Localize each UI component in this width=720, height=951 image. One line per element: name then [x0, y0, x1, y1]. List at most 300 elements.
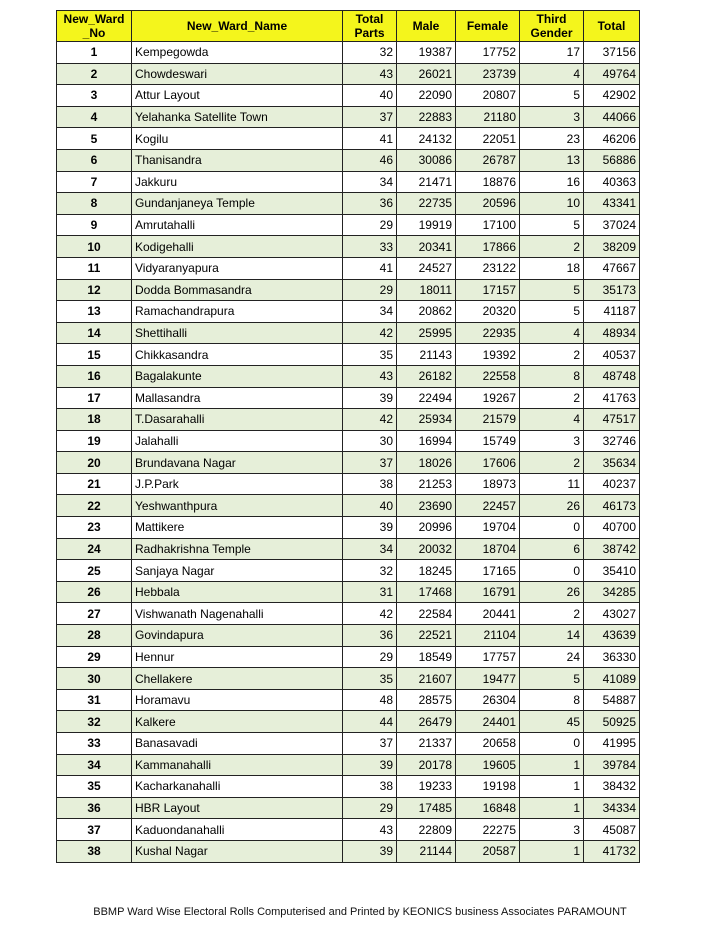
- table-row: [57, 409, 640, 431]
- cell-total-parts: 41: [343, 257, 397, 279]
- cell-total-parts: 32: [343, 42, 397, 64]
- cell-male: 21471: [397, 171, 456, 193]
- cell-total: 40363: [584, 171, 640, 193]
- cell-ward-no: 11: [57, 257, 132, 279]
- cell-ward-name: Chellakere: [132, 668, 343, 690]
- cell-total: 43639: [584, 625, 640, 647]
- cell-male: 18549: [397, 646, 456, 668]
- cell-ward-no: 29: [57, 646, 132, 668]
- table-row: [57, 301, 640, 323]
- table-row: [57, 754, 640, 776]
- cell-ward-name: Hennur: [132, 646, 343, 668]
- cell-ward-no: 28: [57, 625, 132, 647]
- cell-total: 41763: [584, 387, 640, 409]
- cell-third-gender: 6: [520, 538, 584, 560]
- cell-third-gender: 3: [520, 430, 584, 452]
- table-row: [57, 279, 640, 301]
- cell-total: 35410: [584, 560, 640, 582]
- cell-third-gender: 0: [520, 517, 584, 539]
- table-row: [57, 322, 640, 344]
- cell-total-parts: 37: [343, 452, 397, 474]
- cell-ward-name: Kogilu: [132, 128, 343, 150]
- cell-ward-name: Banasavadi: [132, 733, 343, 755]
- cell-female: 18876: [456, 171, 520, 193]
- cell-ward-no: 31: [57, 689, 132, 711]
- cell-third-gender: 1: [520, 754, 584, 776]
- table-row: [57, 149, 640, 171]
- cell-female: 26304: [456, 689, 520, 711]
- cell-total-parts: 43: [343, 365, 397, 387]
- cell-male: 18011: [397, 279, 456, 301]
- table-row: [57, 387, 640, 409]
- cell-third-gender: 8: [520, 689, 584, 711]
- cell-total-parts: 36: [343, 193, 397, 215]
- cell-ward-name: Sanjaya Nagar: [132, 560, 343, 582]
- cell-total: 34285: [584, 581, 640, 603]
- table-row: [57, 819, 640, 841]
- cell-third-gender: 0: [520, 560, 584, 582]
- cell-total-parts: 36: [343, 625, 397, 647]
- cell-male: 22809: [397, 819, 456, 841]
- cell-male: 21144: [397, 840, 456, 862]
- cell-total: 41732: [584, 840, 640, 862]
- cell-ward-name: Vidyaranyapura: [132, 257, 343, 279]
- cell-ward-no: 8: [57, 193, 132, 215]
- cell-ward-name: Dodda Bommasandra: [132, 279, 343, 301]
- cell-ward-name: Mallasandra: [132, 387, 343, 409]
- cell-total: 45087: [584, 819, 640, 841]
- cell-ward-name: Chikkasandra: [132, 344, 343, 366]
- cell-total-parts: 38: [343, 776, 397, 798]
- table-row: [57, 625, 640, 647]
- cell-total: 48748: [584, 365, 640, 387]
- cell-male: 22735: [397, 193, 456, 215]
- cell-ward-name: Bagalakunte: [132, 365, 343, 387]
- cell-male: 20862: [397, 301, 456, 323]
- cell-female: 16848: [456, 797, 520, 819]
- cell-ward-no: 32: [57, 711, 132, 733]
- cell-ward-no: 36: [57, 797, 132, 819]
- cell-total: 41995: [584, 733, 640, 755]
- cell-female: 18704: [456, 538, 520, 560]
- cell-female: 17752: [456, 42, 520, 64]
- cell-total-parts: 43: [343, 819, 397, 841]
- cell-male: 28575: [397, 689, 456, 711]
- cell-ward-no: 13: [57, 301, 132, 323]
- cell-total-parts: 30: [343, 430, 397, 452]
- ward-table: [56, 10, 640, 863]
- cell-male: 18026: [397, 452, 456, 474]
- cell-third-gender: 3: [520, 106, 584, 128]
- cell-ward-name: Kacharkanahalli: [132, 776, 343, 798]
- cell-total: 35173: [584, 279, 640, 301]
- cell-female: 15749: [456, 430, 520, 452]
- cell-ward-no: 15: [57, 344, 132, 366]
- cell-ward-no: 18: [57, 409, 132, 431]
- cell-total: 54887: [584, 689, 640, 711]
- cell-female: 19392: [456, 344, 520, 366]
- table-row: [57, 581, 640, 603]
- cell-total-parts: 41: [343, 128, 397, 150]
- cell-female: 21180: [456, 106, 520, 128]
- cell-female: 19477: [456, 668, 520, 690]
- header-male: Male: [397, 11, 456, 42]
- cell-total: 41187: [584, 301, 640, 323]
- cell-total-parts: 40: [343, 495, 397, 517]
- cell-total-parts: 29: [343, 797, 397, 819]
- cell-total-parts: 35: [343, 668, 397, 690]
- cell-female: 22275: [456, 819, 520, 841]
- cell-third-gender: 24: [520, 646, 584, 668]
- table-row: [57, 560, 640, 582]
- cell-total: 46206: [584, 128, 640, 150]
- cell-ward-name: Kammanahalli: [132, 754, 343, 776]
- table-row: [57, 711, 640, 733]
- cell-third-gender: 5: [520, 85, 584, 107]
- cell-third-gender: 0: [520, 733, 584, 755]
- cell-ward-name: Jakkuru: [132, 171, 343, 193]
- cell-male: 21607: [397, 668, 456, 690]
- cell-female: 17100: [456, 214, 520, 236]
- cell-third-gender: 18: [520, 257, 584, 279]
- cell-total: 42902: [584, 85, 640, 107]
- cell-third-gender: 13: [520, 149, 584, 171]
- cell-total-parts: 46: [343, 149, 397, 171]
- cell-male: 20032: [397, 538, 456, 560]
- cell-total-parts: 40: [343, 85, 397, 107]
- cell-female: 24401: [456, 711, 520, 733]
- table-row: [57, 733, 640, 755]
- cell-ward-no: 21: [57, 473, 132, 495]
- table-row: [57, 63, 640, 85]
- cell-third-gender: 8: [520, 365, 584, 387]
- cell-ward-name: Yeshwanthpura: [132, 495, 343, 517]
- cell-female: 17866: [456, 236, 520, 258]
- cell-male: 22521: [397, 625, 456, 647]
- cell-total: 44066: [584, 106, 640, 128]
- cell-third-gender: 26: [520, 581, 584, 603]
- cell-ward-name: Thanisandra: [132, 149, 343, 171]
- table-row: [57, 171, 640, 193]
- cell-ward-name: Kaduondanahalli: [132, 819, 343, 841]
- cell-ward-name: Kempegowda: [132, 42, 343, 64]
- cell-third-gender: 23: [520, 128, 584, 150]
- cell-male: 30086: [397, 149, 456, 171]
- cell-female: 26787: [456, 149, 520, 171]
- table-row: [57, 473, 640, 495]
- cell-male: 18245: [397, 560, 456, 582]
- cell-total-parts: 42: [343, 603, 397, 625]
- cell-ward-name: Amrutahalli: [132, 214, 343, 236]
- cell-ward-no: 10: [57, 236, 132, 258]
- cell-third-gender: 2: [520, 344, 584, 366]
- cell-total: 50925: [584, 711, 640, 733]
- cell-female: 22935: [456, 322, 520, 344]
- cell-third-gender: 5: [520, 668, 584, 690]
- cell-male: 16994: [397, 430, 456, 452]
- cell-total: 35634: [584, 452, 640, 474]
- cell-total: 43341: [584, 193, 640, 215]
- cell-female: 18973: [456, 473, 520, 495]
- cell-total: 46173: [584, 495, 640, 517]
- cell-male: 19387: [397, 42, 456, 64]
- cell-total-parts: 37: [343, 106, 397, 128]
- cell-male: 17485: [397, 797, 456, 819]
- cell-total: 47667: [584, 257, 640, 279]
- cell-female: 21579: [456, 409, 520, 431]
- cell-third-gender: 10: [520, 193, 584, 215]
- cell-ward-no: 17: [57, 387, 132, 409]
- cell-total: 38432: [584, 776, 640, 798]
- cell-male: 24132: [397, 128, 456, 150]
- cell-total-parts: 29: [343, 279, 397, 301]
- cell-female: 19267: [456, 387, 520, 409]
- cell-total-parts: 39: [343, 754, 397, 776]
- table-row: [57, 495, 640, 517]
- cell-ward-name: Shettihalli: [132, 322, 343, 344]
- cell-ward-no: 5: [57, 128, 132, 150]
- cell-ward-no: 6: [57, 149, 132, 171]
- table-row: [57, 430, 640, 452]
- cell-total: 41089: [584, 668, 640, 690]
- cell-total: 39784: [584, 754, 640, 776]
- cell-male: 25995: [397, 322, 456, 344]
- cell-third-gender: 45: [520, 711, 584, 733]
- cell-ward-name: J.P.Park: [132, 473, 343, 495]
- cell-ward-no: 34: [57, 754, 132, 776]
- cell-male: 22494: [397, 387, 456, 409]
- cell-total-parts: 35: [343, 344, 397, 366]
- cell-ward-no: 12: [57, 279, 132, 301]
- cell-ward-no: 16: [57, 365, 132, 387]
- table-row: [57, 603, 640, 625]
- cell-ward-no: 24: [57, 538, 132, 560]
- header-total-parts: Total Parts: [343, 11, 397, 42]
- cell-ward-no: 14: [57, 322, 132, 344]
- cell-total: 49764: [584, 63, 640, 85]
- cell-total: 47517: [584, 409, 640, 431]
- cell-ward-no: 19: [57, 430, 132, 452]
- cell-ward-name: Gundanjaneya Temple: [132, 193, 343, 215]
- cell-male: 24527: [397, 257, 456, 279]
- cell-third-gender: 26: [520, 495, 584, 517]
- cell-total-parts: 44: [343, 711, 397, 733]
- cell-ward-no: 4: [57, 106, 132, 128]
- header-ward-no: New_Ward _No: [57, 11, 132, 42]
- table-row: [57, 646, 640, 668]
- header-total: Total: [584, 11, 640, 42]
- cell-male: 20341: [397, 236, 456, 258]
- table-row: [57, 797, 640, 819]
- cell-total-parts: 37: [343, 733, 397, 755]
- cell-male: 21253: [397, 473, 456, 495]
- table-row: [57, 344, 640, 366]
- cell-total-parts: 42: [343, 409, 397, 431]
- cell-ward-name: T.Dasarahalli: [132, 409, 343, 431]
- cell-total: 40700: [584, 517, 640, 539]
- cell-female: 21104: [456, 625, 520, 647]
- cell-total: 32746: [584, 430, 640, 452]
- cell-ward-name: HBR Layout: [132, 797, 343, 819]
- cell-ward-name: Mattikere: [132, 517, 343, 539]
- cell-ward-no: 38: [57, 840, 132, 862]
- table-row: [57, 517, 640, 539]
- cell-female: 23739: [456, 63, 520, 85]
- table-row: [57, 106, 640, 128]
- cell-total-parts: 29: [343, 214, 397, 236]
- cell-ward-name: Attur Layout: [132, 85, 343, 107]
- cell-ward-no: 20: [57, 452, 132, 474]
- cell-total-parts: 43: [343, 63, 397, 85]
- cell-ward-no: 27: [57, 603, 132, 625]
- cell-female: 20596: [456, 193, 520, 215]
- cell-ward-name: Kushal Nagar: [132, 840, 343, 862]
- cell-female: 20320: [456, 301, 520, 323]
- cell-total: 36330: [584, 646, 640, 668]
- cell-total-parts: 34: [343, 301, 397, 323]
- cell-third-gender: 5: [520, 214, 584, 236]
- cell-ward-name: Vishwanath Nagenahalli: [132, 603, 343, 625]
- cell-female: 20807: [456, 85, 520, 107]
- table-row: [57, 193, 640, 215]
- cell-ward-no: 37: [57, 819, 132, 841]
- cell-ward-no: 25: [57, 560, 132, 582]
- cell-ward-no: 2: [57, 63, 132, 85]
- cell-male: 21337: [397, 733, 456, 755]
- cell-third-gender: 11: [520, 473, 584, 495]
- cell-ward-no: 9: [57, 214, 132, 236]
- table-row: [57, 236, 640, 258]
- footer-text: BBMP Ward Wise Electoral Rolls Computerised and Printed by KEONICS business Associates PARAMOUNT: [93, 906, 627, 918]
- cell-third-gender: 5: [520, 301, 584, 323]
- cell-male: 22090: [397, 85, 456, 107]
- cell-male: 26021: [397, 63, 456, 85]
- cell-third-gender: 17: [520, 42, 584, 64]
- cell-ward-name: Brundavana Nagar: [132, 452, 343, 474]
- cell-third-gender: 14: [520, 625, 584, 647]
- cell-female: 22558: [456, 365, 520, 387]
- cell-ward-name: Ramachandrapura: [132, 301, 343, 323]
- cell-third-gender: 16: [520, 171, 584, 193]
- header-third-gender: Third Gender: [520, 11, 584, 42]
- table-row: [57, 452, 640, 474]
- cell-female: 17757: [456, 646, 520, 668]
- cell-total: 37024: [584, 214, 640, 236]
- cell-third-gender: 4: [520, 322, 584, 344]
- cell-male: 20178: [397, 754, 456, 776]
- cell-total-parts: 48: [343, 689, 397, 711]
- cell-third-gender: 1: [520, 840, 584, 862]
- table-row: [57, 840, 640, 862]
- table-row: [57, 257, 640, 279]
- table-row: [57, 776, 640, 798]
- cell-third-gender: 5: [520, 279, 584, 301]
- header-row: [57, 11, 640, 42]
- cell-female: 20441: [456, 603, 520, 625]
- cell-female: 17165: [456, 560, 520, 582]
- cell-total: 34334: [584, 797, 640, 819]
- cell-ward-no: 35: [57, 776, 132, 798]
- cell-male: 17468: [397, 581, 456, 603]
- table-row: [57, 214, 640, 236]
- cell-ward-no: 30: [57, 668, 132, 690]
- cell-female: 19198: [456, 776, 520, 798]
- cell-total-parts: 38: [343, 473, 397, 495]
- cell-ward-no: 23: [57, 517, 132, 539]
- cell-ward-name: Chowdeswari: [132, 63, 343, 85]
- cell-third-gender: 3: [520, 819, 584, 841]
- cell-total: 40537: [584, 344, 640, 366]
- cell-total: 38209: [584, 236, 640, 258]
- cell-ward-no: 3: [57, 85, 132, 107]
- cell-third-gender: 4: [520, 409, 584, 431]
- table-row: [57, 42, 640, 64]
- cell-third-gender: 2: [520, 452, 584, 474]
- cell-female: 19605: [456, 754, 520, 776]
- cell-total: 43027: [584, 603, 640, 625]
- cell-total-parts: 42: [343, 322, 397, 344]
- cell-male: 19919: [397, 214, 456, 236]
- cell-female: 19704: [456, 517, 520, 539]
- cell-male: 21143: [397, 344, 456, 366]
- cell-total: 38742: [584, 538, 640, 560]
- cell-female: 20658: [456, 733, 520, 755]
- table-row: [57, 668, 640, 690]
- cell-female: 20587: [456, 840, 520, 862]
- cell-total-parts: 29: [343, 646, 397, 668]
- cell-third-gender: 4: [520, 63, 584, 85]
- cell-total-parts: 31: [343, 581, 397, 603]
- cell-ward-name: Radhakrishna Temple: [132, 538, 343, 560]
- cell-male: 22883: [397, 106, 456, 128]
- cell-male: 25934: [397, 409, 456, 431]
- table-row: [57, 85, 640, 107]
- cell-total-parts: 32: [343, 560, 397, 582]
- cell-total: 48934: [584, 322, 640, 344]
- cell-total: 37156: [584, 42, 640, 64]
- cell-third-gender: 2: [520, 387, 584, 409]
- cell-total-parts: 39: [343, 517, 397, 539]
- cell-total-parts: 34: [343, 171, 397, 193]
- table-row: [57, 689, 640, 711]
- cell-female: 17157: [456, 279, 520, 301]
- header-ward-name: New_Ward_Name: [132, 11, 343, 42]
- table-body: [57, 42, 640, 863]
- cell-female: 16791: [456, 581, 520, 603]
- cell-third-gender: 1: [520, 797, 584, 819]
- table-row: [57, 538, 640, 560]
- cell-ward-name: Yelahanka Satellite Town: [132, 106, 343, 128]
- header-female: Female: [456, 11, 520, 42]
- table-row: [57, 128, 640, 150]
- cell-third-gender: 2: [520, 603, 584, 625]
- cell-ward-no: 1: [57, 42, 132, 64]
- cell-ward-name: Hebbala: [132, 581, 343, 603]
- cell-total: 40237: [584, 473, 640, 495]
- cell-third-gender: 1: [520, 776, 584, 798]
- cell-male: 19233: [397, 776, 456, 798]
- cell-ward-name: Govindapura: [132, 625, 343, 647]
- cell-ward-name: Kalkere: [132, 711, 343, 733]
- cell-female: 23122: [456, 257, 520, 279]
- cell-third-gender: 2: [520, 236, 584, 258]
- cell-ward-name: Kodigehalli: [132, 236, 343, 258]
- cell-total: 56886: [584, 149, 640, 171]
- cell-total-parts: 39: [343, 840, 397, 862]
- cell-ward-name: Jalahalli: [132, 430, 343, 452]
- cell-ward-name: Horamavu: [132, 689, 343, 711]
- cell-male: 23690: [397, 495, 456, 517]
